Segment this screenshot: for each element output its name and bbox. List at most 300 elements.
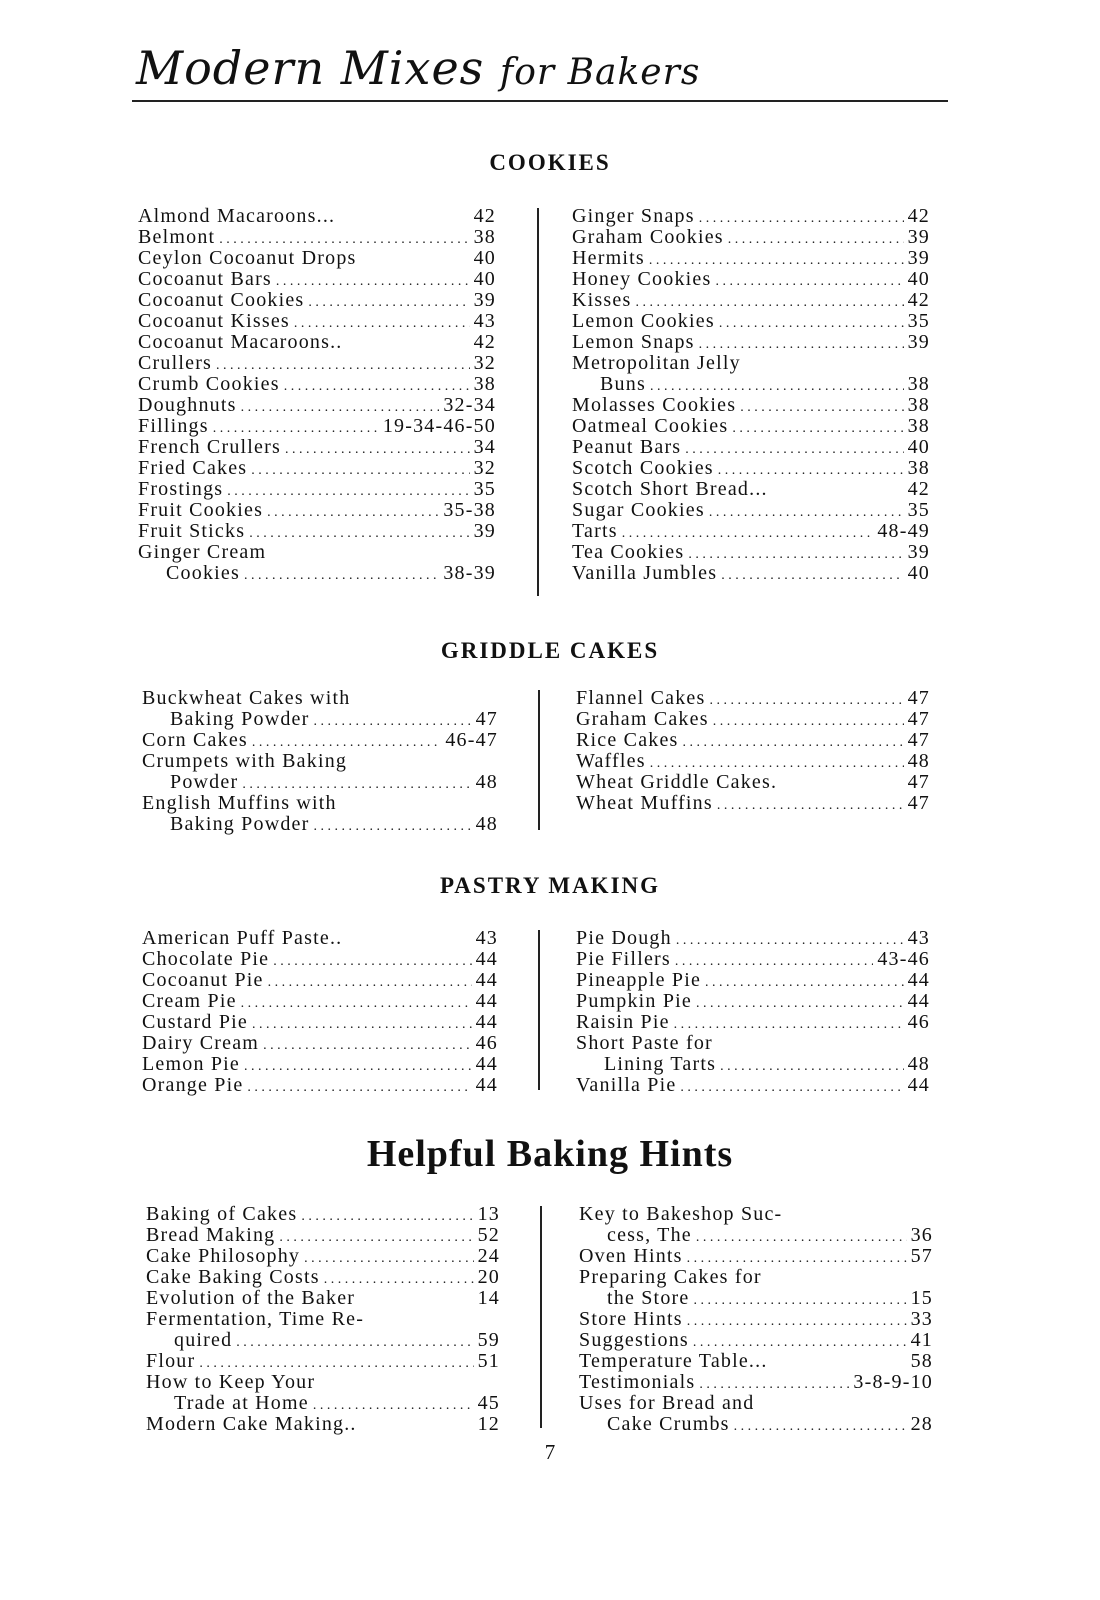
entry-label: Oven Hints bbox=[579, 1245, 683, 1267]
entry-page: 40 bbox=[907, 436, 930, 458]
index-entry bbox=[572, 269, 930, 290]
dot-leader bbox=[249, 521, 469, 544]
entry-label: Baking of Cakes bbox=[146, 1203, 298, 1225]
entry-label: Pineapple Pie bbox=[576, 969, 702, 991]
entry-label: Vanilla Jumbles bbox=[572, 562, 718, 584]
entry-label: Cocoanut Cookies bbox=[138, 289, 305, 311]
entry-label: Fruit Sticks bbox=[138, 520, 246, 542]
entry-page: 42 bbox=[473, 205, 496, 227]
index-entry bbox=[138, 500, 496, 521]
entry-label: Baking Powder bbox=[170, 708, 310, 730]
index-entry bbox=[576, 1075, 930, 1096]
entry-label: Scotch Cookies bbox=[572, 457, 714, 479]
index-entry bbox=[142, 751, 498, 772]
entry-page: 47 bbox=[907, 687, 930, 709]
index-entry bbox=[576, 793, 930, 814]
entry-page: 43-46 bbox=[877, 948, 930, 970]
dot-leader bbox=[696, 1225, 907, 1248]
entry-page: 38 bbox=[907, 373, 930, 395]
index-entry bbox=[142, 1033, 498, 1054]
dot-leader bbox=[244, 1054, 472, 1077]
dot-leader bbox=[241, 991, 472, 1014]
index-entry bbox=[572, 416, 930, 437]
entry-label: Testimonials bbox=[579, 1371, 696, 1393]
index-entry bbox=[146, 1393, 500, 1414]
cookies-left-column bbox=[138, 206, 496, 584]
entry-label: Cake Crumbs bbox=[607, 1413, 730, 1435]
index-entry bbox=[146, 1267, 500, 1288]
entry-page: 42 bbox=[473, 331, 496, 353]
dot-leader bbox=[273, 949, 471, 972]
index-entry bbox=[579, 1393, 933, 1414]
entry-page: 44 bbox=[475, 1053, 498, 1075]
entry-label: Cocoanut Macaroons.. bbox=[138, 331, 343, 353]
entry-page: 44 bbox=[907, 969, 930, 991]
dot-leader bbox=[720, 1054, 904, 1077]
index-entry bbox=[142, 730, 498, 751]
entry-label: Fruit Cookies bbox=[138, 499, 264, 521]
entry-page: 46 bbox=[907, 1011, 930, 1033]
entry-page: 28 bbox=[910, 1413, 933, 1435]
entry-page: 38-39 bbox=[443, 562, 496, 584]
column-divider bbox=[537, 208, 539, 596]
entry-page: 44 bbox=[475, 990, 498, 1012]
entry-label: Frostings bbox=[138, 478, 224, 500]
index-entry bbox=[572, 500, 930, 521]
entry-label: Key to Bakeshop Suc- bbox=[579, 1203, 783, 1225]
index-entry bbox=[142, 793, 498, 814]
index-entry bbox=[142, 970, 498, 991]
entry-label: Lemon Pie bbox=[142, 1053, 241, 1075]
entry-label: Evolution of the Baker bbox=[146, 1287, 356, 1309]
entry-label: Tarts bbox=[572, 520, 618, 542]
index-entry bbox=[572, 311, 930, 332]
dot-leader bbox=[268, 970, 472, 993]
dot-leader bbox=[687, 1309, 907, 1332]
entry-page: 45 bbox=[477, 1392, 500, 1414]
dot-leader bbox=[251, 458, 469, 481]
entry-page: 47 bbox=[907, 708, 930, 730]
dot-leader bbox=[279, 1225, 473, 1248]
dot-leader bbox=[675, 949, 873, 972]
index-entry bbox=[576, 1012, 930, 1033]
pastry-left-column bbox=[142, 928, 498, 1096]
dot-leader bbox=[267, 500, 439, 523]
index-entry bbox=[146, 1414, 500, 1435]
index-entry bbox=[138, 437, 496, 458]
entry-page: 39 bbox=[907, 226, 930, 248]
index-entry bbox=[572, 479, 930, 500]
index-entry bbox=[146, 1288, 500, 1309]
dot-leader bbox=[740, 395, 903, 418]
entry-page: 43 bbox=[475, 927, 498, 949]
index-entry bbox=[579, 1414, 933, 1435]
entry-label: Crumpets with Baking bbox=[142, 750, 348, 772]
index-entry bbox=[138, 269, 496, 290]
griddle-left-column bbox=[142, 688, 498, 835]
entry-label: Bread Making bbox=[146, 1224, 276, 1246]
section-title-hints: Helpful Baking Hints bbox=[366, 1133, 734, 1175]
entry-label: Short Paste for bbox=[576, 1032, 713, 1054]
dot-leader bbox=[709, 500, 904, 523]
entry-label: Honey Cookies bbox=[572, 268, 712, 290]
entry-page: 39 bbox=[907, 247, 930, 269]
entry-label: the Store bbox=[607, 1287, 690, 1309]
entry-label: Crumb Cookies bbox=[138, 373, 280, 395]
entry-page: 40 bbox=[473, 247, 496, 269]
dot-leader bbox=[276, 269, 470, 292]
entry-label: Dairy Cream bbox=[142, 1032, 260, 1054]
entry-label: Orange Pie bbox=[142, 1074, 244, 1096]
entry-page: 38 bbox=[473, 226, 496, 248]
index-entry bbox=[138, 353, 496, 374]
index-entry bbox=[576, 928, 930, 949]
entry-page: 35 bbox=[473, 478, 496, 500]
entry-label: Fried Cakes bbox=[138, 457, 248, 479]
index-entry bbox=[579, 1246, 933, 1267]
dot-leader bbox=[263, 1033, 472, 1056]
entry-label: Rice Cakes bbox=[576, 729, 679, 751]
dot-leader bbox=[719, 311, 904, 334]
entry-label: Graham Cakes bbox=[576, 708, 709, 730]
index-entry bbox=[146, 1246, 500, 1267]
index-entry bbox=[576, 709, 930, 730]
entry-page: 13 bbox=[477, 1203, 500, 1225]
entry-page: 52 bbox=[477, 1224, 500, 1246]
index-entry bbox=[138, 563, 496, 584]
index-entry bbox=[572, 206, 930, 227]
index-entry bbox=[572, 563, 930, 584]
entry-page: 39 bbox=[907, 541, 930, 563]
entry-page: 44 bbox=[475, 1074, 498, 1096]
dot-leader bbox=[734, 1414, 907, 1437]
index-entry bbox=[576, 1054, 930, 1075]
index-entry bbox=[572, 290, 930, 311]
entry-label: Belmont bbox=[138, 226, 216, 248]
entry-page: 24 bbox=[477, 1245, 500, 1267]
entry-label: American Puff Paste.. bbox=[142, 927, 343, 949]
entry-label: Hermits bbox=[572, 247, 645, 269]
index-entry bbox=[576, 730, 930, 751]
dot-leader bbox=[688, 542, 903, 565]
index-entry bbox=[142, 772, 498, 793]
entry-page: 47 bbox=[907, 729, 930, 751]
index-entry bbox=[138, 521, 496, 542]
entry-page: 43 bbox=[907, 927, 930, 949]
entry-label: How to Keep Your bbox=[146, 1371, 316, 1393]
index-entry bbox=[146, 1204, 500, 1225]
entry-page: 48 bbox=[475, 813, 498, 835]
entry-page: 36 bbox=[910, 1224, 933, 1246]
index-entry bbox=[138, 542, 496, 563]
entry-page: 34 bbox=[473, 436, 496, 458]
index-entry bbox=[142, 1012, 498, 1033]
entry-page: 42 bbox=[907, 205, 930, 227]
index-entry bbox=[142, 991, 498, 1012]
entry-label: Corn Cakes bbox=[142, 729, 248, 751]
entry-label: Vanilla Pie bbox=[576, 1074, 677, 1096]
index-entry bbox=[572, 437, 930, 458]
entry-label: Fillings bbox=[138, 415, 209, 437]
entry-page: 47 bbox=[907, 792, 930, 814]
dot-leader bbox=[709, 688, 903, 711]
entry-page: 46-47 bbox=[445, 729, 498, 751]
index-entry bbox=[576, 970, 930, 991]
entry-label: Pie Dough bbox=[576, 927, 672, 949]
entry-label: Uses for Bread and bbox=[579, 1392, 755, 1414]
dot-leader bbox=[696, 991, 904, 1014]
entry-label: Lining Tarts bbox=[604, 1053, 717, 1075]
dot-leader bbox=[713, 709, 904, 732]
entry-page: 44 bbox=[907, 990, 930, 1012]
entry-label: Tea Cookies bbox=[572, 541, 685, 563]
entry-page: 48-49 bbox=[877, 520, 930, 542]
index-entry bbox=[142, 1075, 498, 1096]
index-entry bbox=[142, 814, 498, 835]
index-entry bbox=[138, 227, 496, 248]
hints-right-column bbox=[579, 1204, 933, 1435]
header-title bbox=[136, 43, 700, 98]
index-entry bbox=[572, 332, 930, 353]
dot-leader bbox=[285, 437, 470, 460]
index-entry bbox=[579, 1309, 933, 1330]
dot-leader bbox=[680, 1075, 903, 1098]
entry-label: Molasses Cookies bbox=[572, 394, 737, 416]
entry-page: 38 bbox=[473, 373, 496, 395]
entry-page: 57 bbox=[910, 1245, 933, 1267]
column-divider bbox=[538, 930, 540, 1090]
entry-label: English Muffins with bbox=[142, 792, 337, 814]
entry-label: Flour bbox=[146, 1350, 196, 1372]
index-entry bbox=[572, 248, 930, 269]
entry-page: 39 bbox=[473, 289, 496, 311]
entry-label: Ginger Cream bbox=[138, 541, 267, 563]
entry-page: 40 bbox=[907, 562, 930, 584]
header-title-main: Modern Mixes bbox=[136, 41, 485, 95]
dot-leader bbox=[683, 730, 904, 753]
entry-label: Modern Cake Making.. bbox=[146, 1413, 357, 1435]
entry-page: 35 bbox=[907, 310, 930, 332]
entry-page: 32 bbox=[473, 457, 496, 479]
pastry-right-column bbox=[576, 928, 930, 1096]
entry-page: 44 bbox=[907, 1074, 930, 1096]
index-entry bbox=[138, 290, 496, 311]
entry-label: Powder bbox=[170, 771, 239, 793]
entry-label: Cookies bbox=[166, 562, 240, 584]
entry-label: Buns bbox=[600, 373, 646, 395]
index-entry bbox=[576, 688, 930, 709]
index-entry bbox=[138, 374, 496, 395]
entry-page: 38 bbox=[907, 457, 930, 479]
dot-leader bbox=[715, 269, 903, 292]
entry-label: Custard Pie bbox=[142, 1011, 248, 1033]
index-entry bbox=[576, 1033, 930, 1054]
index-entry bbox=[572, 458, 930, 479]
entry-label: Lemon Snaps bbox=[572, 331, 695, 353]
entry-label: Preparing Cakes for bbox=[579, 1266, 762, 1288]
index-entry bbox=[146, 1330, 500, 1351]
index-entry bbox=[572, 395, 930, 416]
section-title-pastry: PASTRY MAKING bbox=[439, 873, 661, 898]
entry-label: Wheat Griddle Cakes. bbox=[576, 771, 778, 793]
entry-page: 3-8-9-10 bbox=[853, 1371, 933, 1393]
column-divider bbox=[540, 1206, 542, 1428]
section-title-cookies: COOKIES bbox=[489, 150, 611, 175]
entry-label: Temperature Table... bbox=[579, 1350, 768, 1372]
dot-leader bbox=[721, 563, 903, 586]
index-entry bbox=[572, 542, 930, 563]
column-divider bbox=[538, 690, 540, 830]
entry-label: Kisses bbox=[572, 289, 632, 311]
entry-page: 42 bbox=[907, 478, 930, 500]
index-entry bbox=[138, 311, 496, 332]
index-entry bbox=[138, 458, 496, 479]
entry-label: Flannel Cakes bbox=[576, 687, 706, 709]
entry-label: Ginger Snaps bbox=[572, 205, 695, 227]
index-entry bbox=[146, 1372, 500, 1393]
entry-label: Oatmeal Cookies bbox=[572, 415, 729, 437]
entry-page: 47 bbox=[907, 771, 930, 793]
entry-label: Sugar Cookies bbox=[572, 499, 705, 521]
entry-label: Wheat Muffins bbox=[576, 792, 713, 814]
entry-page: 38 bbox=[907, 394, 930, 416]
entry-label: Raisin Pie bbox=[576, 1011, 670, 1033]
entry-label: Ceylon Cocoanut Drops bbox=[138, 247, 357, 269]
entry-page: 32-34 bbox=[443, 394, 496, 416]
dot-leader bbox=[732, 416, 903, 439]
entry-label: Cake Philosophy bbox=[146, 1245, 301, 1267]
entry-label: cess, The bbox=[607, 1224, 692, 1246]
index-entry bbox=[576, 991, 930, 1012]
index-entry bbox=[576, 751, 930, 772]
entry-page: 46 bbox=[475, 1032, 498, 1054]
index-entry bbox=[138, 395, 496, 416]
entry-page: 44 bbox=[475, 948, 498, 970]
index-entry bbox=[146, 1309, 500, 1330]
index-entry bbox=[579, 1267, 933, 1288]
entry-label: Lemon Cookies bbox=[572, 310, 715, 332]
page-header bbox=[132, 42, 948, 102]
entry-label: quired bbox=[174, 1329, 233, 1351]
entry-label: Cocoanut Pie bbox=[142, 969, 264, 991]
entry-page: 48 bbox=[907, 750, 930, 772]
entry-label: Trade at Home bbox=[174, 1392, 309, 1414]
entry-label: Cake Baking Costs bbox=[146, 1266, 320, 1288]
cookies-right-column bbox=[572, 206, 930, 584]
entry-page: 39 bbox=[473, 520, 496, 542]
index-entry bbox=[572, 227, 930, 248]
dot-leader bbox=[693, 1288, 906, 1311]
entry-page: 47 bbox=[475, 708, 498, 730]
index-entry bbox=[146, 1351, 500, 1372]
entry-label: French Crullers bbox=[138, 436, 281, 458]
entry-label: Suggestions bbox=[579, 1329, 689, 1351]
page-number: 7 bbox=[544, 1440, 556, 1464]
entry-label: Buckwheat Cakes with bbox=[142, 687, 351, 709]
entry-page: 58 bbox=[910, 1350, 933, 1372]
dot-leader bbox=[717, 793, 904, 816]
entry-page: 51 bbox=[477, 1350, 500, 1372]
entry-label: Crullers bbox=[138, 352, 213, 374]
dot-leader bbox=[705, 970, 904, 993]
griddle-right-column bbox=[576, 688, 930, 814]
entry-label: Pumpkin Pie bbox=[576, 990, 692, 1012]
index-entry bbox=[138, 206, 496, 227]
dot-leader bbox=[313, 814, 471, 837]
entry-label: Cocoanut Bars bbox=[138, 268, 272, 290]
dot-leader bbox=[304, 1246, 473, 1269]
dot-leader bbox=[227, 479, 469, 502]
entry-page: 38 bbox=[907, 415, 930, 437]
entry-page: 41 bbox=[910, 1329, 933, 1351]
entry-page: 35 bbox=[907, 499, 930, 521]
hints-left-column bbox=[146, 1204, 500, 1435]
entry-page: 20 bbox=[477, 1266, 500, 1288]
index-entry bbox=[579, 1204, 933, 1225]
entry-page: 39 bbox=[907, 331, 930, 353]
entry-page: 14 bbox=[477, 1287, 500, 1309]
index-entry bbox=[579, 1330, 933, 1351]
index-entry bbox=[579, 1225, 933, 1246]
entry-label: Cocoanut Kisses bbox=[138, 310, 290, 332]
header-title-sub: for Bakers bbox=[499, 52, 701, 93]
index-entry bbox=[579, 1288, 933, 1309]
entry-page: 32 bbox=[473, 352, 496, 374]
index-entry bbox=[576, 772, 930, 793]
entry-label: Waffles bbox=[576, 750, 646, 772]
index-entry bbox=[146, 1225, 500, 1246]
index-entry bbox=[572, 353, 930, 374]
entry-label: Doughnuts bbox=[138, 394, 237, 416]
dot-leader bbox=[252, 1012, 472, 1035]
dot-leader bbox=[308, 290, 469, 313]
dot-leader bbox=[699, 206, 904, 229]
dot-leader bbox=[301, 1204, 473, 1227]
index-entry bbox=[142, 1054, 498, 1075]
dot-leader bbox=[236, 1330, 473, 1353]
entry-page: 43 bbox=[473, 310, 496, 332]
index-entry bbox=[138, 479, 496, 500]
dot-leader bbox=[685, 437, 903, 460]
entry-page: 33 bbox=[910, 1308, 933, 1330]
entry-label: Chocolate Pie bbox=[142, 948, 270, 970]
entry-page: 35-38 bbox=[443, 499, 496, 521]
index-entry bbox=[138, 416, 496, 437]
entry-page: 44 bbox=[475, 969, 498, 991]
entry-page: 48 bbox=[475, 771, 498, 793]
dot-leader bbox=[284, 374, 470, 397]
entry-label: Baking Powder bbox=[170, 813, 310, 835]
entry-label: Cream Pie bbox=[142, 990, 237, 1012]
entry-label: Graham Cookies bbox=[572, 226, 724, 248]
index-entry bbox=[579, 1351, 933, 1372]
dot-leader bbox=[728, 227, 904, 250]
index-entry bbox=[142, 949, 498, 970]
entry-page: 40 bbox=[907, 268, 930, 290]
entry-page: 19-34-46-50 bbox=[382, 415, 496, 437]
entry-page: 44 bbox=[475, 1011, 498, 1033]
entry-page: 59 bbox=[477, 1329, 500, 1351]
entry-page: 12 bbox=[477, 1413, 500, 1435]
index-entry bbox=[572, 374, 930, 395]
dot-leader bbox=[247, 1075, 471, 1098]
entry-label: Peanut Bars bbox=[572, 436, 682, 458]
entry-label: Fermentation, Time Re- bbox=[146, 1308, 365, 1330]
index-entry bbox=[572, 521, 930, 542]
index-entry bbox=[576, 949, 930, 970]
entry-label: Metropolitan Jelly bbox=[572, 352, 741, 374]
entry-label: Store Hints bbox=[579, 1308, 683, 1330]
